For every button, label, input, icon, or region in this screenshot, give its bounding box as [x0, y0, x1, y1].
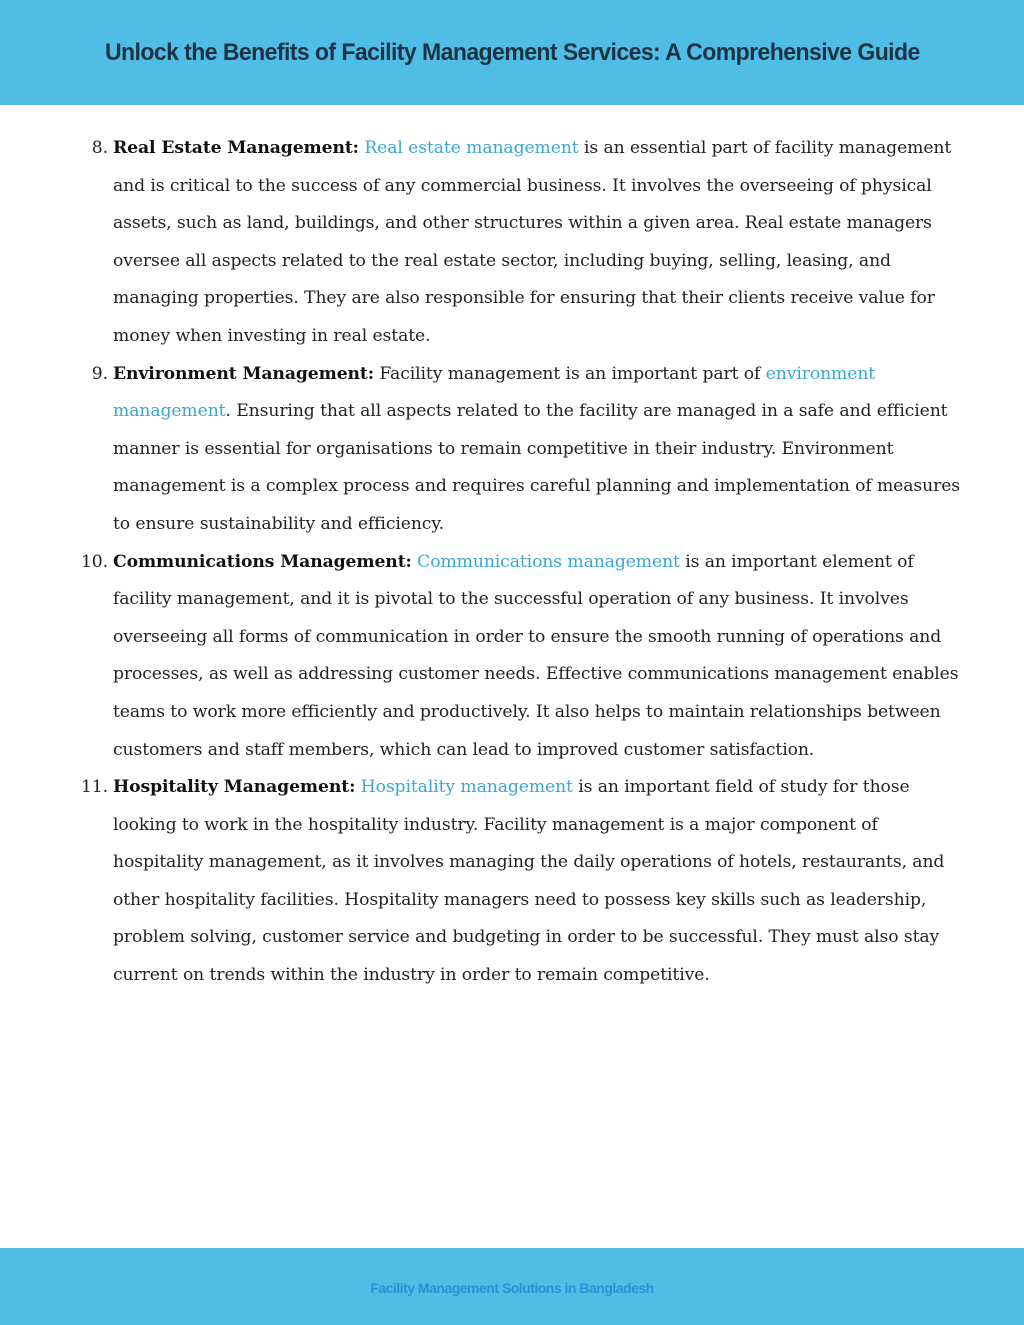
page-footer [0, 1248, 1024, 1325]
item-text: is an important element of facility management, and it is pivotal to the successful operation of any business. It involves overseeing all forms of communication in order to ensure the smooth running of operations and processes, as well as addressing customer needs. Effective communications management enables teams to work more efficiently and productively. It also helps to maintain relationships between customers and staff members, which can lead to improved customer satisfaction. [113, 551, 959, 760]
item-text: . Ensuring that all aspects related to the facility are managed in a safe and efficient manner is essential for organisations to remain competitive in their industry. Environment management is a complex process and requires careful planning and implementation of measures to ensure sustainability and efficiency. [113, 401, 960, 534]
item-term: Real Estate Management: [113, 138, 359, 158]
list-number: 10. [80, 551, 108, 572]
real-estate-link[interactable]: Real estate management [364, 138, 579, 158]
item-pre-link: Facility management is an important part of [374, 363, 766, 384]
item-term: Environment Management: [113, 363, 375, 384]
page-title: Unlock the Benefits of Facility Management Services: A Comprehensive Guide [104, 38, 920, 66]
footer-text: Facility Management Solutions in Bangladesh [370, 1279, 654, 1296]
communications-management-link[interactable]: Communications management [417, 551, 680, 572]
item-text: is an essential part of facility management and is critical to the success of any commercial business. It involves the overseeing of physical assets, such as land, buildings, and other structures within a given area. Real estate managers oversee all aspects related to the real estate sector, including buying, selling, leasing, and managing properties. They are also responsible for ensuring that their clients receive value for money when investing in real estate. [113, 138, 952, 346]
page-header [0, 0, 1024, 105]
list-number: 11. [80, 777, 108, 798]
list-number: 8. [91, 138, 108, 158]
item-text: is an important field of study for those looking to work in the hospitality industry. Facility management is a major component of hospitality management, as it involves managing the daily operations of hotels, restaurants, and other hospitality facilities. Hospitality managers need to possess key skills such as leadership, problem solving, customer service and budgeting in order to be successful. They must also stay current on trends within the industry in order to remain competitive. [113, 777, 945, 986]
list-item-communications [80, 544, 965, 770]
hospitality-management-link[interactable]: Hospitality management [360, 777, 573, 798]
list-item-environment [91, 356, 965, 544]
numbered-list [0, 130, 1024, 995]
list-item-real-estate [91, 130, 965, 356]
list-item-hospitality [80, 769, 965, 995]
item-term: Communications Management: [113, 551, 412, 572]
item-term: Hospitality Management: [113, 777, 356, 798]
environment-management-link[interactable]: environment management [113, 363, 876, 422]
list-number: 9. [91, 363, 108, 384]
